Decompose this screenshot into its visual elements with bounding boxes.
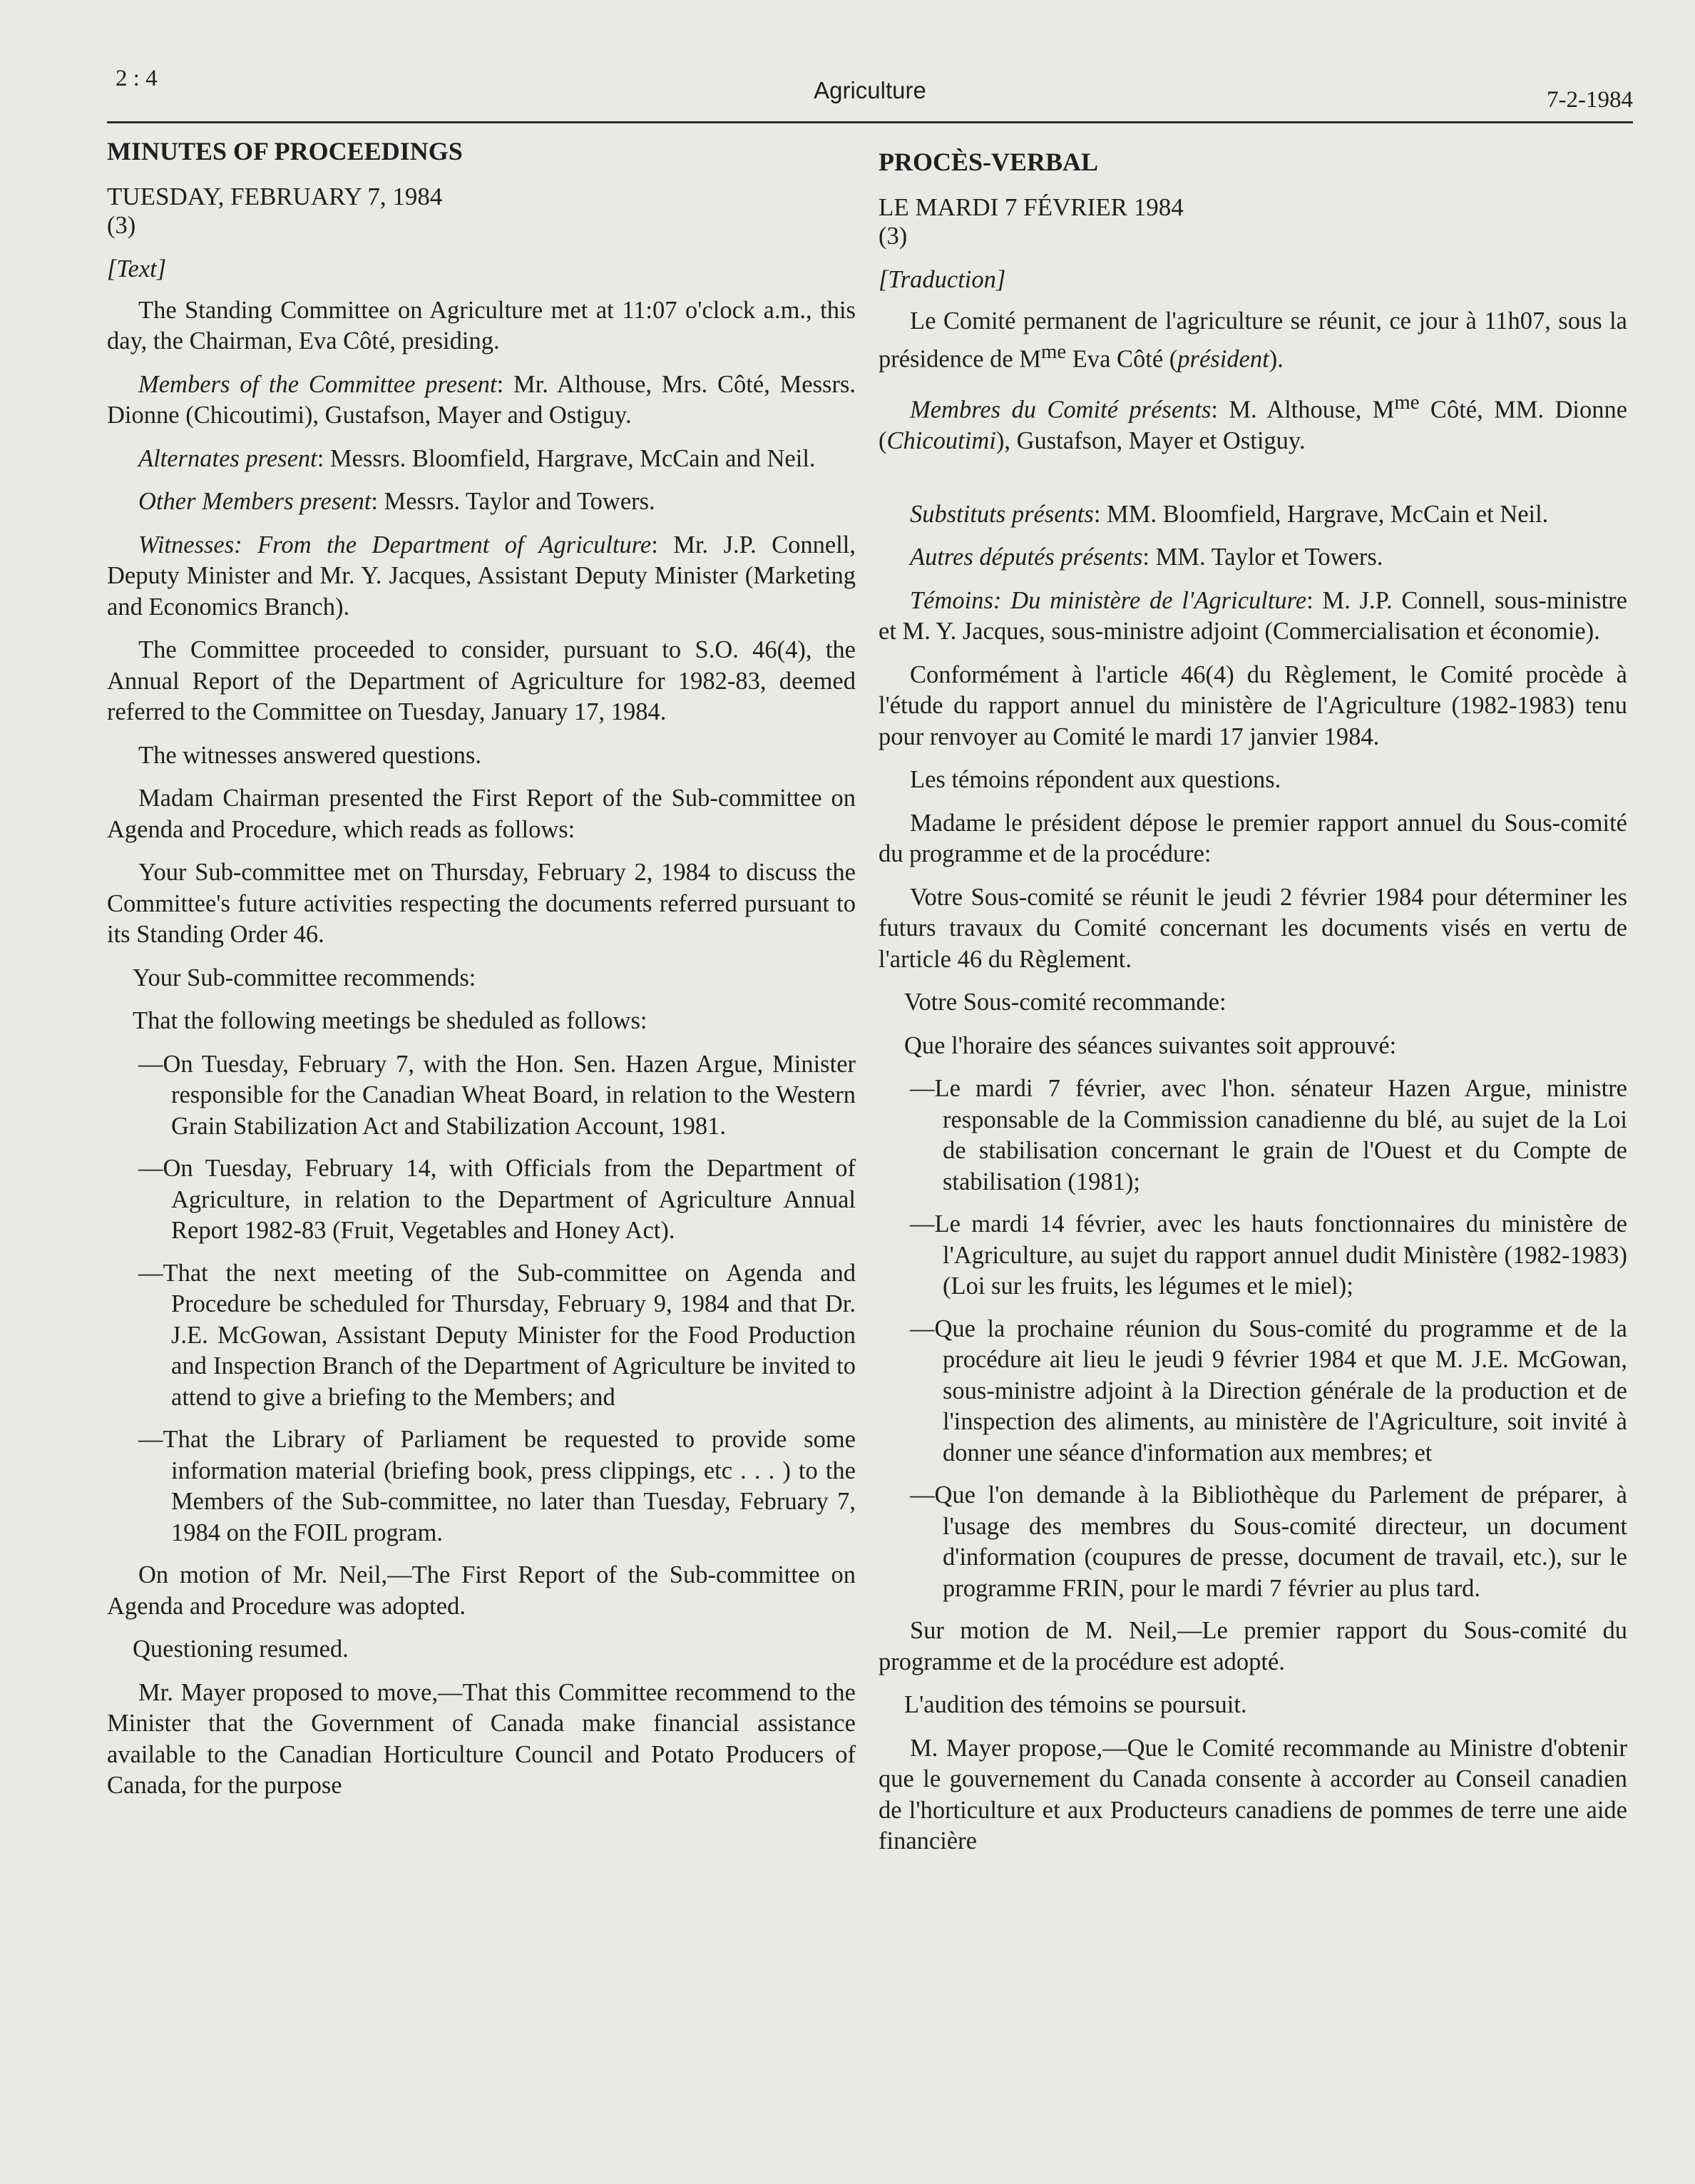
english-label: Members of the Committee present [138, 370, 497, 398]
english-paragraph: Witnesses: From the Department of Agriculture: Mr. J.P. Connell, Deputy Minister and Mr. Y. Jacques, Assistant Deputy Minister (Marketing and Economics Branch). [107, 531, 856, 621]
header-title: Agriculture [814, 77, 926, 103]
english-paragraph: The Committee proceeded to consider, pursuant to S.O. 46(4), the Annual Report of the Department of Agriculture for 1982-83, deemed referred to the Committee on Tuesday, January 17, 1984. [107, 636, 856, 725]
english-date: TUESDAY, FEBRUARY 7, 1984 [107, 183, 443, 210]
french-text-label: [Traduction] [879, 266, 1006, 293]
french-paragraph: Le Comité permanent de l'agriculture se réunit, ce jour à 11h07, sous la présidence de $M^{me}$ Eva Côté (président). [879, 307, 1627, 373]
french-paragraph: Témoins: Du ministère de l'Agriculture: M. J.P. Connell, sous-ministre et M. Y. Jacques, sous-ministre adjoint (Commercialisation et économie). [879, 586, 1627, 645]
french-column [879, 146, 1627, 1869]
english-text-label: [Text] [107, 255, 167, 282]
french-list-item: —Le mardi 7 février, avec l'hon. sénateur Hazen Argue, ministre responsable de la Commission canadienne du blé, au sujet de la Loi de stabilisation concernant le grain de l'Ouest et du Compte de stabilisation (1981); [910, 1075, 1627, 1195]
english-paragraph: Mr. Mayer proposed to move,—That this Committee recommend to the Minister that the Government of Canada make financial assistance available to the Canadian Horticulture Council and Potato Producers of Canada, for the purpose [107, 1678, 856, 1799]
english-paragraph: Questioning resumed. [133, 1636, 349, 1663]
english-paragraph: That the following meetings be sheduled as follows: [133, 1007, 647, 1034]
page-number: 2 : 4 [116, 66, 158, 91]
french-paragraph: Sur motion de M. Neil,—Le premier rapport du Sous-comité du programme et de la procédure est adopté. [879, 1617, 1627, 1675]
french-paragraph: M. Mayer propose,—Que le Comité recommande au Ministre d'obtenir que le gouvernement du Canada consente à accorder au Conseil canadien de l'horticulture et aux Producteurs canadiens de pommes de terre une aide financière [879, 1734, 1627, 1854]
french-paragraph: Substituts présents: MM. Bloomfield, Hargrave, McCain et Neil. [910, 500, 1549, 528]
english-paragraph: Your Sub-committee recommends: [133, 964, 476, 991]
french-paragraph: Autres députés présents: MM. Taylor et Towers. [910, 544, 1383, 571]
english-label: Other Members present [138, 488, 372, 515]
spacer [879, 469, 1627, 499]
french-list-item: —Que l'on demande à la Bibliothèque du Parlement de préparer, à l'usage des membres du Sous-comité directeur, un document d'information (coupures de presse, document de travail, etc.), sur le programme FRIN, pour le mardi 7 février au plus tard. [910, 1481, 1627, 1602]
french-heading: PROCÈS-VERBAL [879, 148, 1099, 176]
french-number: (3) [879, 223, 908, 250]
french-label: Autres députés présents [910, 544, 1143, 571]
english-paragraph: Your Sub-committee met on Thursday, February 2, 1984 to discuss the Committee's future activities respecting the documents referred pursuant to its Standing Order 46. [107, 859, 856, 948]
french-paragraph: Membres du Comité présents: M. Althouse, $M^{me}$ Côté, MM. Dionne (Chicoutimi), Gustafson, Mayer et Ostiguy. [879, 391, 1628, 454]
english-column [107, 136, 856, 1814]
french-paragraph: Les témoins répondent aux questions. [910, 766, 1281, 793]
french-list-item: —Que la prochaine réunion du Sous-comité du programme et de la procédure ait lieu le jeudi 9 février 1984 et que M. J.E. McGowan, sous-ministre adjoint à la Direction générale de la production et de l'inspection des aliments, au ministère de l'Agriculture, soit invité à donner une séance d'information aux membres; et [910, 1315, 1627, 1466]
english-list-item: —On Tuesday, February 7, with the Hon. Sen. Hazen Argue, Minister responsible for the Canadian Wheat Board, in relation to the Western Grain Stabilization Act and Stabilization Account, 1981. [138, 1050, 856, 1140]
french-list-item: —Le mardi 14 février, avec les hauts fonctionnaires du ministère de l'Agriculture, au sujet du rapport annuel dudit Ministère (1982-1983) (Loi sur les fruits, les légumes et le miel); [910, 1210, 1627, 1300]
french-label: Témoins: Du ministère de l'Agriculture [910, 586, 1307, 614]
english-list-item: —That the next meeting of the Sub-committee on Agenda and Procedure be scheduled for Thursday, February 9, 1984 and that Dr. J.E. McGowan, Assistant Deputy Minister for the Food Production and Inspection Branch of the Department of Agriculture be invited to attend to give a briefing to the Members; and [138, 1259, 856, 1411]
header-date: 7-2-1984 [1547, 87, 1633, 113]
english-list-item: —That the Library of Parliament be requested to provide some information material (briefing book, press clippings, etc . . . ) to the Members of the Sub-committee, no later than Tuesday, February 7, 1984 on the FOIL program. [138, 1426, 856, 1546]
english-paragraph: Madam Chairman presented the First Report of the Sub-committee on Agenda and Procedure, which reads as follows: [107, 785, 856, 843]
running-header [107, 57, 1633, 123]
english-number: (3) [107, 212, 136, 239]
english-heading: MINUTES OF PROCEEDINGS [107, 137, 463, 165]
french-paragraph: L'audition des témoins se poursuit. [904, 1691, 1247, 1718]
english-paragraph: The witnesses answered questions. [138, 741, 481, 769]
english-list-item: —On Tuesday, February 14, with Officials from the Department of Agriculture, in relation to the Department of Agriculture Annual Report 1982-83 (Fruit, Vegetables and Honey Act). [138, 1155, 856, 1244]
french-paragraph: Conformément à l'article 46(4) du Règlement, le Comité procède à l'étude du rapport annuel du ministère de l'Agriculture (1982-1983) tenu pour renvoyer au Comité le mardi 17 janvier 1984. [879, 660, 1627, 750]
english-paragraph: The Standing Committee on Agriculture met at 11:07 o'clock a.m., this day, the Chairman, Eva Côté, presiding. [107, 296, 856, 354]
english-paragraph: On motion of Mr. Neil,—The First Report of the Sub-committee on Agenda and Procedure was adopted. [107, 1561, 856, 1620]
english-paragraph: Alternates present: Messrs. Bloomfield, Hargrave, McCain and Neil. [138, 444, 816, 472]
french-date: LE MARDI 7 FÉVRIER 1984 [879, 193, 1184, 221]
french-label: Membres du Comité présents [910, 396, 1212, 424]
english-label: Witnesses: From the Department of Agriculture [138, 531, 652, 558]
english-paragraph: Other Members present: Messrs. Taylor and Towers. [138, 488, 655, 515]
french-label: Substituts présents [910, 500, 1094, 528]
french-paragraph: Votre Sous-comité se réunit le jeudi 2 février 1984 pour déterminer les futurs travaux du Comité concernant les documents visés en vertu de l'article 46 du Règlement. [879, 883, 1627, 973]
english-label: Alternates present [138, 444, 317, 472]
french-paragraph: Que l'horaire des séances suivantes soit approuvé: [904, 1031, 1397, 1059]
english-paragraph: Members of the Committee present: Mr. Althouse, Mrs. Côté, Messrs. Dionne (Chicoutimi), Gustafson, Mayer and Ostiguy. [107, 370, 856, 429]
french-paragraph: Madame le président dépose le premier rapport annuel du Sous-comité du programme et de la procédure: [879, 809, 1627, 867]
french-paragraph: Votre Sous-comité recommande: [904, 989, 1227, 1016]
